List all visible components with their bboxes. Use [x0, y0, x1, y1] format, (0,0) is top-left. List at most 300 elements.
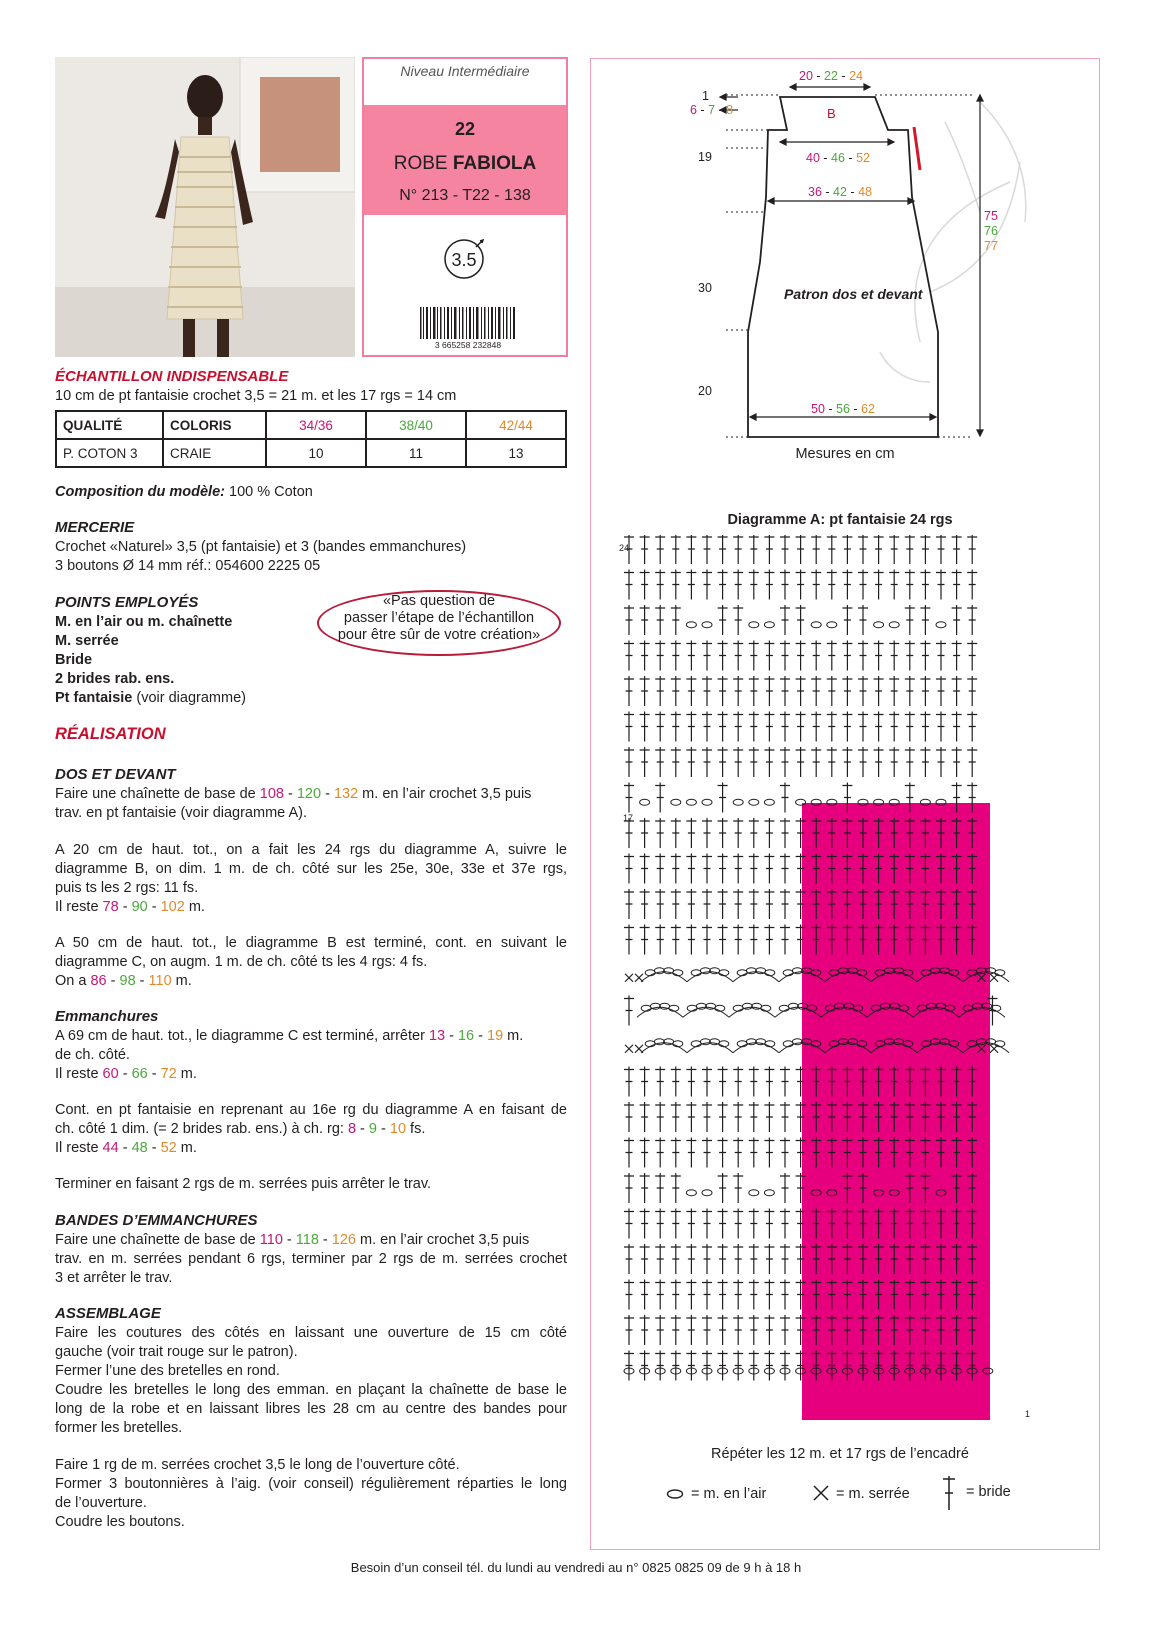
double-crochet-stitch — [655, 1102, 665, 1132]
double-crochet-stitch — [764, 1209, 774, 1239]
chain-stitch — [811, 622, 821, 628]
double-crochet-stitch — [671, 925, 681, 955]
double-crochet-stitch — [718, 712, 728, 742]
double-crochet-stitch — [655, 712, 665, 742]
chain-stitch — [733, 799, 743, 805]
chain-stitch — [874, 622, 884, 628]
chain-stitch — [746, 968, 756, 974]
row-24-label: 24 — [619, 543, 630, 553]
double-crochet-stitch — [749, 1315, 759, 1345]
mercerie-title: MERCERIE — [55, 519, 135, 536]
pattern-title-card — [362, 57, 568, 357]
chain-stitch-icon — [665, 1488, 685, 1500]
length-size-3: 77 — [984, 239, 998, 253]
double-crochet-stitch — [780, 818, 790, 848]
chain-stitch — [756, 968, 766, 974]
double-crochet-stitch — [686, 925, 696, 955]
length-size-2: 76 — [984, 224, 998, 238]
header-color: COLORIS — [163, 411, 266, 439]
double-crochet-stitch — [640, 641, 650, 671]
chain-stitch — [702, 1190, 712, 1196]
header-size-3: 42/44 — [466, 411, 566, 439]
double-crochet-stitch — [936, 712, 946, 742]
header-quality: QUALITÉ — [56, 411, 163, 439]
double-crochet-stitch — [702, 641, 712, 671]
double-crochet-stitch — [967, 712, 977, 742]
double-crochet-stitch — [702, 1280, 712, 1310]
double-crochet-stitch — [624, 747, 634, 777]
double-crochet-stitch — [671, 1280, 681, 1310]
echantillon-text: 10 cm de pt fantaisie crochet 3,5 = 21 m. et les 17 rgs = 14 cm — [55, 388, 457, 404]
legend-sc-label: = m. serrée — [836, 1486, 910, 1502]
double-crochet-stitch — [733, 1102, 743, 1132]
double-crochet-stitch — [718, 535, 728, 564]
double-crochet-stitch — [780, 1209, 790, 1239]
double-crochet-stitch — [796, 570, 806, 600]
double-crochet-stitch — [624, 1102, 634, 1132]
single-crochet-stitch — [625, 974, 633, 982]
double-crochet-stitch — [733, 1138, 743, 1168]
double-crochet-stitch — [967, 747, 977, 777]
double-crochet-stitch — [718, 747, 728, 777]
double-crochet-stitch — [842, 641, 852, 671]
side-20-label: 20 — [698, 384, 712, 398]
side-19-label: 19 — [698, 150, 712, 164]
chain-stitch — [696, 1003, 706, 1009]
svg-text:3.5: 3.5 — [451, 250, 477, 270]
double-crochet-stitch — [733, 1209, 743, 1239]
double-crochet-stitch — [811, 747, 821, 777]
double-crochet-stitch — [764, 1067, 774, 1097]
double-crochet-stitch — [827, 535, 837, 564]
double-crochet-stitch — [686, 854, 696, 884]
double-crochet-stitch — [655, 1209, 665, 1239]
points-title: POINTS EMPLOYÉS — [55, 594, 199, 611]
armhole-label: 40 - 46 - 52 — [806, 151, 870, 165]
double-crochet-stitch — [640, 1315, 650, 1345]
chain-stitch — [752, 1003, 762, 1009]
chain-stitch — [664, 1039, 674, 1045]
pattern-reference: N° 213 - T22 - 138 — [399, 187, 531, 204]
double-crochet-stitch — [671, 1138, 681, 1168]
double-crochet-stitch — [780, 641, 790, 671]
double-crochet-stitch — [624, 1280, 634, 1310]
chain-arc — [637, 1007, 683, 1017]
double-crochet-stitch — [811, 535, 821, 564]
double-crochet-stitch — [686, 1315, 696, 1345]
chain-stitch — [749, 799, 759, 805]
double-crochet-stitch — [671, 641, 681, 671]
double-crochet-stitch — [764, 1315, 774, 1345]
double-crochet-stitch — [718, 1067, 728, 1097]
double-crochet-stitch — [749, 1351, 759, 1381]
double-crochet-stitch — [718, 854, 728, 884]
double-crochet-stitch — [780, 783, 790, 813]
double-crochet-stitch — [874, 641, 884, 671]
point-item-fantaisie: Pt fantaisie (voir diagramme) — [55, 690, 246, 706]
double-crochet-stitch — [749, 747, 759, 777]
double-crochet-stitch — [733, 712, 743, 742]
double-crochet-stitch — [640, 818, 650, 848]
double-crochet-stitch — [624, 1138, 634, 1168]
double-crochet-stitch — [764, 1244, 774, 1274]
double-crochet-stitch — [655, 1138, 665, 1168]
double-crochet-stitch — [889, 712, 899, 742]
double-crochet-stitch — [718, 1102, 728, 1132]
chain-stitch — [664, 968, 674, 974]
double-crochet-stitch — [967, 605, 977, 635]
double-crochet-stitch — [718, 570, 728, 600]
double-crochet-stitch — [905, 605, 915, 635]
double-crochet-stitch — [905, 747, 915, 777]
double-crochet-stitch — [905, 570, 915, 600]
realisation-title: RÉALISATION — [55, 725, 166, 743]
chain-stitch — [700, 968, 710, 974]
double-crochet-stitch — [764, 1102, 774, 1132]
double-crochet-stitch — [764, 1280, 774, 1310]
chain-stitch — [788, 1003, 798, 1009]
double-crochet-stitch — [749, 818, 759, 848]
chain-stitch — [700, 1039, 710, 1045]
double-crochet-stitch — [624, 712, 634, 742]
chain-stitch — [827, 622, 837, 628]
double-crochet-stitch — [702, 818, 712, 848]
chain-stitch — [936, 622, 946, 628]
double-crochet-stitch — [733, 1067, 743, 1097]
legend-chain-label: = m. en l’air — [691, 1486, 767, 1502]
double-crochet-stitch — [780, 1351, 790, 1381]
double-crochet-stitch — [827, 676, 837, 706]
double-crochet-stitch — [764, 570, 774, 600]
double-crochet-stitch — [702, 747, 712, 777]
double-crochet-stitch — [718, 889, 728, 919]
svg-text:3 665258 232848: 3 665258 232848 — [434, 340, 502, 349]
double-crochet-stitch — [718, 1351, 728, 1381]
double-crochet-stitch — [671, 676, 681, 706]
double-crochet-stitch — [702, 570, 712, 600]
double-crochet-stitch — [671, 889, 681, 919]
double-crochet-stitch — [718, 1280, 728, 1310]
point-item: 2 brides rab. ens. — [55, 671, 175, 687]
single-crochet-stitch — [990, 974, 998, 982]
chain-stitch — [746, 1039, 756, 1045]
double-crochet-stitch — [936, 676, 946, 706]
dos-devant-p2: A 20 cm de haut. tot., on a fait les 24 rgs du diagramme A, suivre le diagramme B, on dim. 1 m. de ch. côté sur les 25e, 30e, 33e et 37e rgs, puis ts les 2 rgs: 11 fs. Il reste 78 - 90 - 102 m. — [55, 842, 567, 915]
double-crochet-stitch — [624, 1351, 634, 1381]
yarn-quantity-table — [55, 410, 567, 468]
double-crochet-stitch — [624, 854, 634, 884]
double-crochet-stitch — [671, 1067, 681, 1097]
title-block — [364, 105, 566, 215]
chain-stitch — [706, 1003, 716, 1009]
double-crochet-stitch — [952, 641, 962, 671]
chain-stitch — [640, 799, 650, 805]
double-crochet-stitch — [764, 676, 774, 706]
double-crochet-stitch — [811, 641, 821, 671]
emmanchures-p1: A 69 cm de haut. tot., le diagramme C est terminé, arrêter 13 - 16 - 19 m. de ch. côté. Il reste 60 - 66 - 72 m. — [55, 1028, 524, 1082]
double-crochet-stitch — [655, 605, 665, 635]
double-crochet-stitch — [686, 1102, 696, 1132]
double-crochet-stitch — [702, 854, 712, 884]
double-crochet-stitch — [780, 1138, 790, 1168]
emmanchures-p3: Terminer en faisant 2 rgs de m. serrées puis arrêter le trav. — [55, 1176, 432, 1192]
footer-help-line: Besoin d’un conseil tél. du lundi au vendredi au n° 0825 0825 09 de 9 h à 18 h — [350, 1560, 802, 1575]
double-crochet-stitch — [624, 1315, 634, 1345]
double-crochet-stitch — [780, 1067, 790, 1097]
double-crochet-stitch — [671, 535, 681, 564]
length-size-1: 75 — [984, 209, 998, 223]
double-crochet-stitch — [889, 570, 899, 600]
double-crochet-stitch — [655, 747, 665, 777]
double-crochet-stitch — [686, 1351, 696, 1381]
double-crochet-stitch — [858, 570, 868, 600]
double-crochet-stitch — [624, 570, 634, 600]
cell-qty-2: 11 — [366, 439, 466, 467]
side-30-label: 30 — [698, 281, 712, 295]
assemblage-title: ASSEMBLAGE — [55, 1305, 161, 1322]
double-crochet-stitch — [842, 535, 852, 564]
double-crochet-stitch — [749, 1280, 759, 1310]
double-crochet-stitch — [686, 1067, 696, 1097]
double-crochet-stitch — [640, 1280, 650, 1310]
double-crochet-stitch — [640, 1244, 650, 1274]
double-crochet-stitch — [733, 641, 743, 671]
chain-stitch — [796, 799, 806, 805]
point-item: M. serrée — [55, 633, 119, 649]
double-crochet-stitch — [686, 641, 696, 671]
double-crochet-stitch — [827, 641, 837, 671]
double-crochet-stitch — [624, 1209, 634, 1239]
crochet-stitch-diagram — [615, 535, 1035, 1435]
double-crochet-stitch — [749, 1067, 759, 1097]
double-crochet-stitch — [780, 1280, 790, 1310]
chain-arc — [687, 1043, 733, 1053]
double-crochet-stitch — [780, 605, 790, 635]
double-crochet-stitch — [780, 925, 790, 955]
double-crochet-stitch — [718, 783, 728, 813]
double-crochet-stitch — [858, 605, 868, 635]
double-crochet-icon — [940, 1474, 958, 1512]
double-crochet-stitch — [827, 570, 837, 600]
double-crochet-stitch — [749, 535, 759, 564]
double-crochet-stitch — [702, 1067, 712, 1097]
double-crochet-stitch — [624, 925, 634, 955]
double-crochet-stitch — [952, 712, 962, 742]
double-crochet-stitch — [842, 747, 852, 777]
double-crochet-stitch — [749, 1209, 759, 1239]
double-crochet-stitch — [733, 747, 743, 777]
side-opening-mark — [914, 127, 920, 170]
double-crochet-stitch — [842, 570, 852, 600]
double-crochet-stitch — [920, 605, 930, 635]
double-crochet-stitch — [640, 712, 650, 742]
double-crochet-stitch — [842, 605, 852, 635]
double-crochet-stitch — [920, 570, 930, 600]
diagram-title: Diagramme A: pt fantaisie 24 rgs — [727, 512, 953, 528]
double-crochet-stitch — [952, 747, 962, 777]
double-crochet-stitch — [764, 889, 774, 919]
double-crochet-stitch — [749, 925, 759, 955]
double-crochet-stitch — [686, 889, 696, 919]
double-crochet-stitch — [889, 535, 899, 564]
double-crochet-stitch — [733, 1173, 743, 1203]
chain-stitch — [756, 1039, 766, 1045]
double-crochet-stitch — [780, 1102, 790, 1132]
double-crochet-stitch — [811, 570, 821, 600]
double-crochet-stitch — [889, 676, 899, 706]
single-crochet-icon — [812, 1484, 830, 1502]
double-crochet-stitch — [952, 676, 962, 706]
double-crochet-stitch — [718, 1315, 728, 1345]
double-crochet-stitch — [702, 925, 712, 955]
barcode — [418, 307, 518, 349]
double-crochet-stitch — [733, 1244, 743, 1274]
pattern-title: Patron dos et devant — [784, 286, 923, 302]
double-crochet-stitch — [624, 1244, 634, 1274]
double-crochet-stitch — [733, 535, 743, 564]
chain-stitch — [654, 1039, 664, 1045]
waist-label: 36 - 42 - 48 — [808, 185, 872, 199]
double-crochet-stitch — [733, 1351, 743, 1381]
double-crochet-stitch — [624, 1173, 634, 1203]
double-crochet-stitch — [640, 1067, 650, 1097]
double-crochet-stitch — [905, 712, 915, 742]
chain-stitch — [671, 799, 681, 805]
double-crochet-stitch — [671, 1173, 681, 1203]
repeat-note: Répéter les 12 m. et 17 rgs de l’encadré — [711, 1446, 969, 1462]
double-crochet-stitch — [905, 676, 915, 706]
double-crochet-stitch — [733, 676, 743, 706]
double-crochet-stitch — [749, 570, 759, 600]
bandes-title: BANDES D’EMMANCHURES — [55, 1212, 258, 1229]
double-crochet-stitch — [640, 570, 650, 600]
double-crochet-stitch — [655, 1067, 665, 1097]
point-item: M. en l’air ou m. chaînette — [55, 614, 233, 630]
double-crochet-stitch — [671, 747, 681, 777]
double-crochet-stitch — [796, 747, 806, 777]
chain-stitch — [792, 1039, 802, 1045]
double-crochet-stitch — [749, 854, 759, 884]
legend-dc-label: = bride — [966, 1484, 1011, 1500]
double-crochet-stitch — [858, 676, 868, 706]
double-crochet-stitch — [733, 854, 743, 884]
chain-stitch — [660, 1003, 670, 1009]
double-crochet-stitch — [764, 925, 774, 955]
b-label: B — [827, 106, 836, 121]
emmanchures-title: Emmanchures — [55, 1008, 159, 1025]
double-crochet-stitch — [780, 676, 790, 706]
bandes-text: Faire une chaînette de base de 110 - 118 - 126 m. en l’air crochet 3,5 puis trav. en m. serrées pendant 6 rgs, terminer par 2 rgs de m. serrées crochet 3 et arrêter le trav. — [55, 1232, 567, 1286]
double-crochet-stitch — [655, 1173, 665, 1203]
double-crochet-stitch — [936, 747, 946, 777]
cell-qty-1: 10 — [266, 439, 366, 467]
cell-qty-3: 13 — [466, 439, 566, 467]
double-crochet-stitch — [624, 605, 634, 635]
assemblage-text: Faire les coutures des côtés en laissant une ouverture de 15 cm côté gauche (voir trait rouge sur le patron). Fermer l’une des bretelles en rond. Coudre les bretelles le long des emman. en plaçant la chaînette de base le long de la robe et en laissant libres les 28 cm au centre des bandes pour former les bretelles. Faire 1 rg de m. serrées crochet 3,5 le long de l’ouverture côté. Former 3 boutonnières à l’aig. (voir conseil) régulièrement réparties le long de l’ouverture. Coudre les boutons. — [55, 1325, 567, 1530]
double-crochet-stitch — [796, 712, 806, 742]
difficulty-level: Niveau Intermédiaire — [400, 63, 530, 79]
double-crochet-stitch — [718, 641, 728, 671]
composition: Composition du modèle: 100 % Coton — [55, 484, 313, 500]
double-crochet-stitch — [764, 1351, 774, 1381]
double-crochet-stitch — [874, 570, 884, 600]
double-crochet-stitch — [624, 641, 634, 671]
double-crochet-stitch — [796, 676, 806, 706]
double-crochet-stitch — [702, 1138, 712, 1168]
double-crochet-stitch — [671, 1315, 681, 1345]
cell-quality: P. COTON 3 — [56, 439, 163, 467]
double-crochet-stitch — [733, 925, 743, 955]
chain-stitch — [686, 1190, 696, 1196]
double-crochet-stitch — [780, 535, 790, 564]
double-crochet-stitch — [671, 712, 681, 742]
double-crochet-stitch — [671, 854, 681, 884]
point-item: Bride — [55, 652, 93, 668]
chain-stitch — [702, 622, 712, 628]
row-17-label: 17 — [623, 813, 634, 823]
garment-pattern-schematic — [680, 62, 1040, 472]
crochet-hook-size-icon — [442, 237, 486, 281]
double-crochet-stitch — [811, 676, 821, 706]
double-crochet-stitch — [624, 783, 634, 813]
double-crochet-stitch — [749, 641, 759, 671]
mercerie-line-2: 3 boutons Ø 14 mm réf.: 054600 2225 05 — [55, 558, 321, 574]
double-crochet-stitch — [671, 605, 681, 635]
double-crochet-stitch — [749, 1138, 759, 1168]
dos-devant-p3: A 50 cm de haut. tot., le diagramme B est terminé, cont. en suivant le diagramme C, on augm. 1 m. de ch. côté ts les 4 rgs: 4 fs. On a 86 - 98 - 110 m. — [55, 935, 567, 989]
emmanchures-p2: Cont. en pt fantaisie en reprenant au 16e rg du diagramme A en faisant de ch. côté 1 dim. (= 2 brides rab. ens.) à ch. rg: 8 - 9 - 10 fs. Il reste 44 - 48 - 52 m. — [55, 1102, 567, 1156]
double-crochet-stitch — [671, 570, 681, 600]
double-crochet-stitch — [640, 535, 650, 564]
chain-stitch — [749, 622, 759, 628]
double-crochet-stitch — [686, 712, 696, 742]
double-crochet-stitch — [733, 1315, 743, 1345]
double-crochet-stitch — [655, 783, 665, 813]
double-crochet-stitch — [686, 570, 696, 600]
pattern-title: ROBE FABIOLA — [393, 153, 537, 174]
double-crochet-stitch — [624, 889, 634, 919]
double-crochet-stitch — [905, 535, 915, 564]
double-crochet-stitch — [827, 712, 837, 742]
chain-stitch — [889, 622, 899, 628]
double-crochet-stitch — [936, 641, 946, 671]
double-crochet-stitch — [858, 747, 868, 777]
double-crochet-stitch — [733, 889, 743, 919]
double-crochet-stitch — [780, 889, 790, 919]
double-crochet-stitch — [718, 925, 728, 955]
double-crochet-stitch — [655, 889, 665, 919]
double-crochet-stitch — [967, 641, 977, 671]
double-crochet-stitch — [655, 535, 665, 564]
double-crochet-stitch — [780, 854, 790, 884]
double-crochet-stitch — [780, 712, 790, 742]
chain-stitch — [710, 968, 720, 974]
double-crochet-stitch — [733, 605, 743, 635]
double-crochet-stitch — [655, 1244, 665, 1274]
double-crochet-stitch — [920, 676, 930, 706]
double-crochet-stitch — [718, 605, 728, 635]
chain-arc — [641, 1043, 687, 1053]
chain-stitch — [702, 799, 712, 805]
chain-stitch — [764, 622, 774, 628]
double-crochet-stitch — [702, 1315, 712, 1345]
double-crochet-stitch — [764, 818, 774, 848]
double-crochet-stitch — [718, 818, 728, 848]
single-crochet-stitch — [625, 1045, 633, 1053]
double-crochet-stitch — [718, 1244, 728, 1274]
double-crochet-stitch — [952, 570, 962, 600]
cell-color: CRAIE — [163, 439, 266, 467]
